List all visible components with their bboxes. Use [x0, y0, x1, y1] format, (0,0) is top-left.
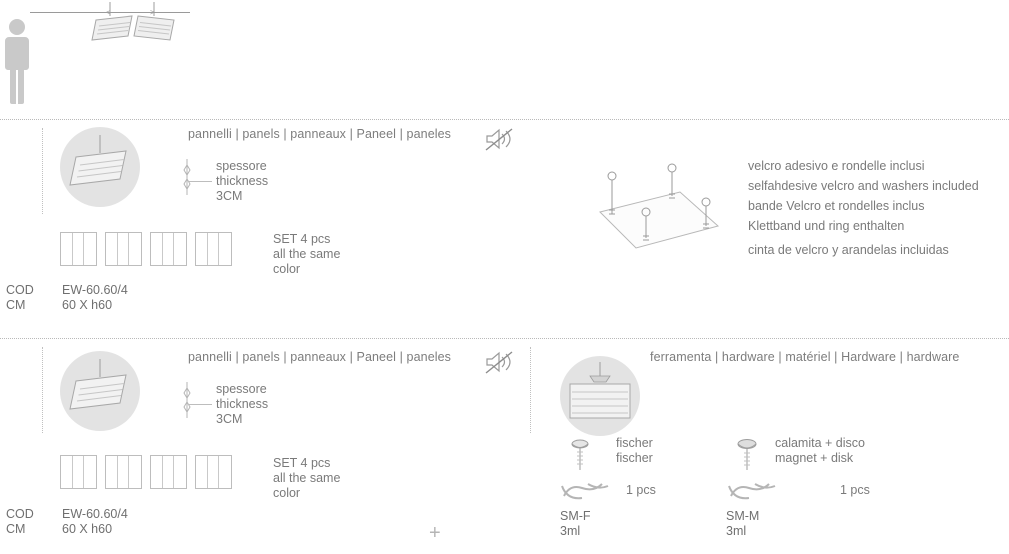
hanging-panel-right [132, 2, 180, 42]
hardware-1-name-it: fischer [616, 436, 653, 450]
thickness-leader-line-1 [188, 181, 212, 182]
hardware-2-size: 3ml [726, 524, 747, 538]
hardware-heading: ferramenta | hardware | matériel | Hardware | hardware [650, 350, 960, 364]
cod-value-1: EW-60.60/4 [62, 283, 128, 297]
panels-heading-2: pannelli | panels | panneaux | Paneel | paneles [188, 350, 452, 364]
set-note-2c: color [273, 486, 301, 500]
hardware-2-qty: 1 pcs [840, 483, 870, 497]
product-block-1 [0, 119, 1009, 337]
panel-thumbnail-2 [60, 351, 140, 431]
acoustic-absorption-icon [484, 127, 514, 153]
cm-value-1: 60 X h60 [62, 298, 113, 312]
block-2-left-vertical-rule [42, 347, 43, 433]
cod-label-2: COD [6, 507, 34, 521]
hardware-1-size: 3ml [560, 524, 581, 538]
hardware-thumbnail [560, 356, 640, 436]
hardware-1-name-en: fischer [616, 451, 653, 465]
velcro-mounting-diagram [540, 154, 730, 269]
fischer-screw-icon [566, 438, 594, 474]
top-illustration [0, 0, 1009, 118]
cod-label-1: COD [6, 283, 34, 297]
thickness-line-1b: thickness [216, 174, 269, 188]
cod-value-2: EW-60.60/4 [62, 507, 128, 521]
velcro-note-4: cinta de velcro y arandelas incluidas [748, 243, 949, 257]
panel-swatch [195, 455, 232, 489]
cm-label-2: CM [6, 522, 26, 536]
panel-swatch [60, 232, 97, 266]
set-note-1b: all the same [273, 247, 341, 261]
panel-swatch [150, 455, 187, 489]
velcro-note-0: velcro adesivo e rondelle inclusi [748, 159, 925, 173]
thickness-line-1a: spessore [216, 159, 267, 173]
hardware-1-qty: 1 pcs [626, 483, 656, 497]
svg-text:>: > [150, 8, 155, 17]
registration-crosshair-icon: + [429, 522, 441, 544]
hardware-2-name-it: calamita + disco [775, 436, 865, 450]
panel-swatch [60, 455, 97, 489]
panels-heading-1: pannelli | panels | panneaux | Paneel | paneles [188, 127, 452, 141]
cm-value-2: 60 X h60 [62, 522, 113, 536]
human-scale-figure-icon [4, 18, 30, 106]
hanging-panel-left [88, 2, 136, 42]
block-1-left-vertical-rule [42, 128, 43, 214]
thickness-dimension-icon-1 [182, 159, 192, 195]
thickness-line-2a: spessore [216, 382, 267, 396]
thickness-line-2b: thickness [216, 397, 269, 411]
velcro-note-1: selfahdesive velcro and washers included [748, 179, 979, 193]
product-block-2 [0, 338, 1009, 554]
set-note-1a: SET 4 pcs [273, 232, 331, 246]
magnet-anchor-icon [725, 478, 779, 506]
ceiling-grid-detail [44, 0, 92, 12]
thickness-line-1c: 3CM [216, 189, 243, 203]
fischer-anchor-icon [558, 478, 612, 506]
magnet-disk-icon [733, 438, 761, 474]
velcro-note-2: bande Velcro et rondelles inclus [748, 199, 925, 213]
set-note-2a: SET 4 pcs [273, 456, 331, 470]
cm-label-1: CM [6, 298, 26, 312]
panel-swatch [150, 232, 187, 266]
thickness-line-2c: 3CM [216, 412, 243, 426]
svg-text:<: < [106, 8, 111, 17]
hardware-2-code: SM-M [726, 509, 760, 523]
velcro-note-3: Klettband und ring enthalten [748, 219, 905, 233]
thickness-dimension-icon-2 [182, 382, 192, 418]
panel-swatch [105, 232, 142, 266]
acoustic-absorption-icon [484, 350, 514, 376]
set-note-1c: color [273, 262, 301, 276]
thickness-leader-line-2 [188, 404, 212, 405]
hardware-2-name-en: magnet + disk [775, 451, 854, 465]
set-note-2b: all the same [273, 471, 341, 485]
panel-swatch [105, 455, 142, 489]
panel-thumbnail-1 [60, 127, 140, 207]
block-2-center-vertical-rule [530, 347, 531, 433]
hardware-1-code: SM-F [560, 509, 591, 523]
panel-swatch [195, 232, 232, 266]
